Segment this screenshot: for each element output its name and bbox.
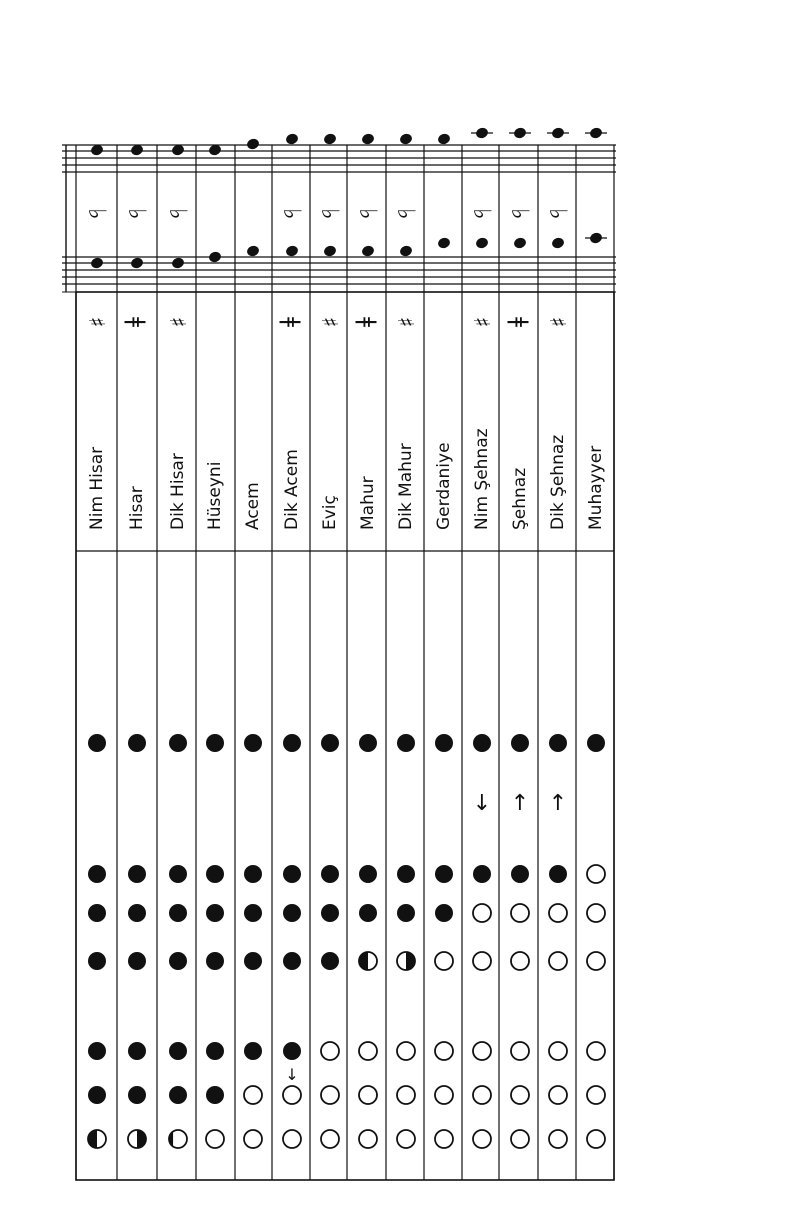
hole-1: [397, 734, 415, 752]
hole-4: [88, 952, 106, 970]
hole-3: [128, 904, 146, 922]
column-label: Nim Şehnaz: [472, 428, 492, 530]
hole-3: [511, 904, 529, 922]
hole-1: [244, 734, 262, 752]
column-label: Muhayyer: [586, 445, 606, 530]
hole-6: [283, 1086, 301, 1104]
open-hole: [435, 1042, 453, 1060]
low-note-head: [90, 256, 105, 270]
open-hole: [587, 952, 605, 970]
hole-3: [88, 904, 106, 922]
hole-7: [359, 1130, 377, 1148]
closed-hole: [473, 865, 491, 883]
hole-5: [244, 1042, 262, 1060]
hole-2: [321, 865, 339, 883]
low-accidental: ǂ: [354, 316, 379, 328]
low-accidental: ♯: [164, 316, 189, 328]
closed-hole: [549, 865, 567, 883]
open-hole: [549, 1042, 567, 1060]
closed-hole: [397, 865, 415, 883]
high-note-head: [323, 132, 338, 146]
hole-4: [549, 952, 567, 970]
open-hole: [359, 1086, 377, 1104]
closed-hole: [88, 952, 106, 970]
closed-hole: [473, 734, 491, 752]
open-hole: [587, 1086, 605, 1104]
hole-7: [549, 1130, 567, 1148]
hole-1: [169, 734, 187, 752]
octave-arrow: ↑: [510, 791, 530, 816]
hole-3: [244, 904, 262, 922]
low-accidental: ǂ: [123, 316, 148, 328]
hole-7: [128, 1130, 146, 1148]
high-accidental: ♭: [123, 208, 151, 220]
high-note-head: [246, 137, 261, 151]
hole-4: [473, 952, 491, 970]
column-mahur: [354, 132, 382, 327]
column-label: Dik Mahur: [396, 443, 416, 530]
hole-4: [435, 952, 453, 970]
half-hole-fill: [406, 952, 415, 970]
hole-4: [511, 952, 529, 970]
hole-1: [321, 734, 339, 752]
hole-2: [473, 865, 491, 883]
open-hole: [244, 1130, 262, 1148]
hole-5: [206, 1042, 224, 1060]
hole-6: [244, 1086, 262, 1104]
hole-4: [128, 952, 146, 970]
closed-hole: [128, 1042, 146, 1060]
open-hole: [587, 1042, 605, 1060]
column-label: Mahur: [358, 476, 378, 530]
hole-6: [128, 1086, 146, 1104]
hole-3: [435, 904, 453, 922]
hole-7: [321, 1130, 339, 1148]
open-hole: [359, 1130, 377, 1148]
open-hole: [587, 904, 605, 922]
hole-5: [435, 1042, 453, 1060]
column-label: Dik Hisar: [168, 453, 188, 530]
closed-hole: [128, 865, 146, 883]
hole-6: [549, 1086, 567, 1104]
hole-1: [359, 734, 377, 752]
closed-hole: [206, 1086, 224, 1104]
open-hole: [397, 1130, 415, 1148]
hole-7: [206, 1130, 224, 1148]
closed-hole: [169, 1086, 187, 1104]
open-hole: [587, 865, 605, 883]
open-hole: [549, 904, 567, 922]
open-hole: [511, 904, 529, 922]
open-hole: [511, 952, 529, 970]
low-note-head: [323, 244, 338, 258]
hole-3: [169, 904, 187, 922]
open-hole: [283, 1130, 301, 1148]
high-accidental: ♭: [544, 208, 572, 220]
open-hole: [397, 1042, 415, 1060]
closed-hole: [321, 904, 339, 922]
hole-6: [359, 1086, 377, 1104]
closed-hole: [206, 865, 224, 883]
closed-hole: [397, 904, 415, 922]
hole-2: [511, 865, 529, 883]
hole-4: [169, 952, 187, 970]
high-accidental: ♭: [278, 208, 306, 220]
column-hisar: [123, 143, 151, 327]
hole-6: [473, 1086, 491, 1104]
column-label: Dik Acem: [282, 449, 302, 530]
closed-hole: [321, 952, 339, 970]
high-accidental: ♭: [83, 208, 111, 220]
closed-hole: [397, 734, 415, 752]
hole-4: [587, 952, 605, 970]
closed-hole: [511, 734, 529, 752]
closed-hole: [88, 904, 106, 922]
hole-1: [473, 734, 491, 752]
half-hole-fill: [137, 1130, 146, 1148]
column-evi-: [316, 132, 344, 327]
closed-hole: [128, 1086, 146, 1104]
octave-arrow: ↓: [472, 791, 492, 816]
low-accidental: ǂ: [506, 316, 531, 328]
hole-5: [169, 1042, 187, 1060]
high-note-head: [437, 132, 452, 146]
low-note-head: [475, 236, 490, 250]
hole-1: [587, 734, 605, 752]
high-accidental: ♭: [354, 208, 382, 220]
hole-1: [549, 734, 567, 752]
hole-5: [511, 1042, 529, 1060]
hole-2: [169, 865, 187, 883]
hole-2: [359, 865, 377, 883]
hole-3: [359, 904, 377, 922]
low-accidental: ♯: [316, 316, 341, 328]
low-note-head: [285, 244, 300, 258]
hole-3: [397, 904, 415, 922]
column-label: Gerdaniye: [434, 442, 454, 530]
hole-3: [473, 904, 491, 922]
closed-hole: [321, 734, 339, 752]
hole-5: [128, 1042, 146, 1060]
low-note-head: [246, 244, 261, 258]
open-hole: [435, 1130, 453, 1148]
hole-2: [549, 865, 567, 883]
closed-hole: [88, 865, 106, 883]
high-accidental: ♭: [392, 208, 420, 220]
closed-hole: [244, 865, 262, 883]
hole-1: [511, 734, 529, 752]
half-hole-fill: [88, 1130, 97, 1148]
hole-6: [587, 1086, 605, 1104]
open-hole: [244, 1086, 262, 1104]
low-note-head: [171, 256, 186, 270]
closed-hole: [169, 734, 187, 752]
closed-hole: [435, 904, 453, 922]
hole-1: [128, 734, 146, 752]
column-label: Şehnaz: [510, 467, 530, 530]
closed-hole: [244, 734, 262, 752]
hole-6: [435, 1086, 453, 1104]
high-accidental: ♭: [468, 208, 496, 220]
hole-3: [587, 904, 605, 922]
closed-hole: [206, 734, 224, 752]
hole-1: [206, 734, 224, 752]
open-hole: [397, 1086, 415, 1104]
low-note-head: [513, 236, 528, 250]
high-note-head: [285, 132, 300, 146]
low-note-head: [551, 236, 566, 250]
hole-2: [397, 865, 415, 883]
low-accidental: ♯: [83, 316, 108, 328]
open-hole: [473, 904, 491, 922]
open-hole: [549, 1130, 567, 1148]
hole-7: [511, 1130, 529, 1148]
closed-hole: [244, 904, 262, 922]
hole-3: [283, 904, 301, 922]
open-hole: [473, 1086, 491, 1104]
closed-hole: [244, 1042, 262, 1060]
low-note-head: [208, 250, 223, 264]
hole-6: [321, 1086, 339, 1104]
high-note-head: [399, 132, 414, 146]
half-hole-fill: [359, 952, 368, 970]
column-dik-mahur: [392, 132, 420, 327]
closed-hole: [244, 952, 262, 970]
high-accidental: ♭: [506, 208, 534, 220]
closed-hole: [128, 904, 146, 922]
hole-5: [359, 1042, 377, 1060]
hole5-arrow: ↓: [285, 1065, 299, 1084]
hole-4: [359, 952, 377, 970]
closed-hole: [169, 904, 187, 922]
hole-2: [128, 865, 146, 883]
low-accidental: ♯: [392, 316, 417, 328]
high-note-head: [361, 132, 376, 146]
hole-2: [244, 865, 262, 883]
column-gerdaniye: [437, 132, 452, 250]
open-hole: [435, 1086, 453, 1104]
hole-2: [206, 865, 224, 883]
open-hole: [473, 1042, 491, 1060]
high-accidental: ♭: [316, 208, 344, 220]
closed-hole: [206, 952, 224, 970]
closed-hole: [169, 865, 187, 883]
column-nim-hisar: [83, 143, 111, 327]
column-label: Eviç: [320, 495, 340, 530]
closed-hole: [359, 865, 377, 883]
open-hole: [321, 1042, 339, 1060]
open-hole: [473, 952, 491, 970]
column-acem: [246, 137, 261, 258]
column-dik-acem: [278, 132, 306, 1084]
hole-7: [587, 1130, 605, 1148]
open-hole: [549, 952, 567, 970]
hole-6: [169, 1086, 187, 1104]
open-hole: [549, 1086, 567, 1104]
closed-hole: [283, 1042, 301, 1060]
closed-hole: [283, 904, 301, 922]
open-hole: [283, 1086, 301, 1104]
hole-7: [88, 1130, 106, 1148]
column-label: Dik Şehnaz: [548, 434, 568, 530]
closed-hole: [88, 734, 106, 752]
hole-1: [283, 734, 301, 752]
open-hole: [511, 1042, 529, 1060]
closed-hole: [169, 952, 187, 970]
hole-5: [88, 1042, 106, 1060]
hole-5: [283, 1042, 301, 1060]
column-h-seyni: [208, 143, 223, 264]
closed-hole: [128, 734, 146, 752]
hole-6: [88, 1086, 106, 1104]
column-label: Hüseyni: [205, 461, 225, 530]
closed-hole: [321, 865, 339, 883]
open-hole: [206, 1130, 224, 1148]
hole-4: [206, 952, 224, 970]
hole-5: [321, 1042, 339, 1060]
closed-hole: [359, 734, 377, 752]
hole-3: [206, 904, 224, 922]
closed-hole: [359, 904, 377, 922]
open-hole: [511, 1086, 529, 1104]
hole-1: [435, 734, 453, 752]
hole-7: [473, 1130, 491, 1148]
low-note-head: [437, 236, 452, 250]
open-hole: [321, 1130, 339, 1148]
closed-hole: [435, 734, 453, 752]
hole-2: [283, 865, 301, 883]
low-note-head: [361, 244, 376, 258]
closed-hole: [283, 865, 301, 883]
column-dik-hisar: [164, 143, 192, 327]
low-note-head: [130, 256, 145, 270]
hole-3: [549, 904, 567, 922]
hole-6: [511, 1086, 529, 1104]
hole-7: [435, 1130, 453, 1148]
open-hole: [321, 1086, 339, 1104]
hole-5: [549, 1042, 567, 1060]
column-label: Acem: [243, 482, 263, 530]
low-note-head: [399, 244, 414, 258]
closed-hole: [169, 1042, 187, 1060]
closed-hole: [587, 734, 605, 752]
closed-hole: [283, 952, 301, 970]
hole-5: [397, 1042, 415, 1060]
hole-7: [397, 1130, 415, 1148]
hole-6: [397, 1086, 415, 1104]
hole-6: [206, 1086, 224, 1104]
column-label: Hisar: [127, 486, 147, 530]
hole-4: [244, 952, 262, 970]
hole-2: [435, 865, 453, 883]
closed-hole: [128, 952, 146, 970]
closed-hole: [206, 1042, 224, 1060]
closed-hole: [206, 904, 224, 922]
hole-1: [88, 734, 106, 752]
open-hole: [359, 1042, 377, 1060]
low-accidental: ♯: [468, 316, 493, 328]
half-hole-fill: [169, 1131, 173, 1146]
closed-hole: [435, 865, 453, 883]
open-hole: [473, 1130, 491, 1148]
closed-hole: [511, 865, 529, 883]
closed-hole: [549, 734, 567, 752]
hole-5: [587, 1042, 605, 1060]
hole-4: [283, 952, 301, 970]
high-accidental: ♭: [164, 208, 192, 220]
octave-arrow: ↑: [548, 791, 568, 816]
hole-2: [88, 865, 106, 883]
closed-hole: [88, 1086, 106, 1104]
hole-4: [321, 952, 339, 970]
open-hole: [435, 952, 453, 970]
hole-7: [244, 1130, 262, 1148]
hole-7: [283, 1130, 301, 1148]
hole-5: [473, 1042, 491, 1060]
low-accidental: ♯: [544, 316, 569, 328]
column-muhayyer: [585, 126, 607, 245]
closed-hole: [88, 1042, 106, 1060]
column-label: Nim Hisar: [87, 446, 107, 530]
hole-7: [169, 1130, 187, 1148]
closed-hole: [283, 734, 301, 752]
low-accidental: ǂ: [278, 316, 303, 328]
open-hole: [587, 1130, 605, 1148]
hole-4: [397, 952, 415, 970]
open-hole: [511, 1130, 529, 1148]
hole-2: [587, 865, 605, 883]
hole-3: [321, 904, 339, 922]
